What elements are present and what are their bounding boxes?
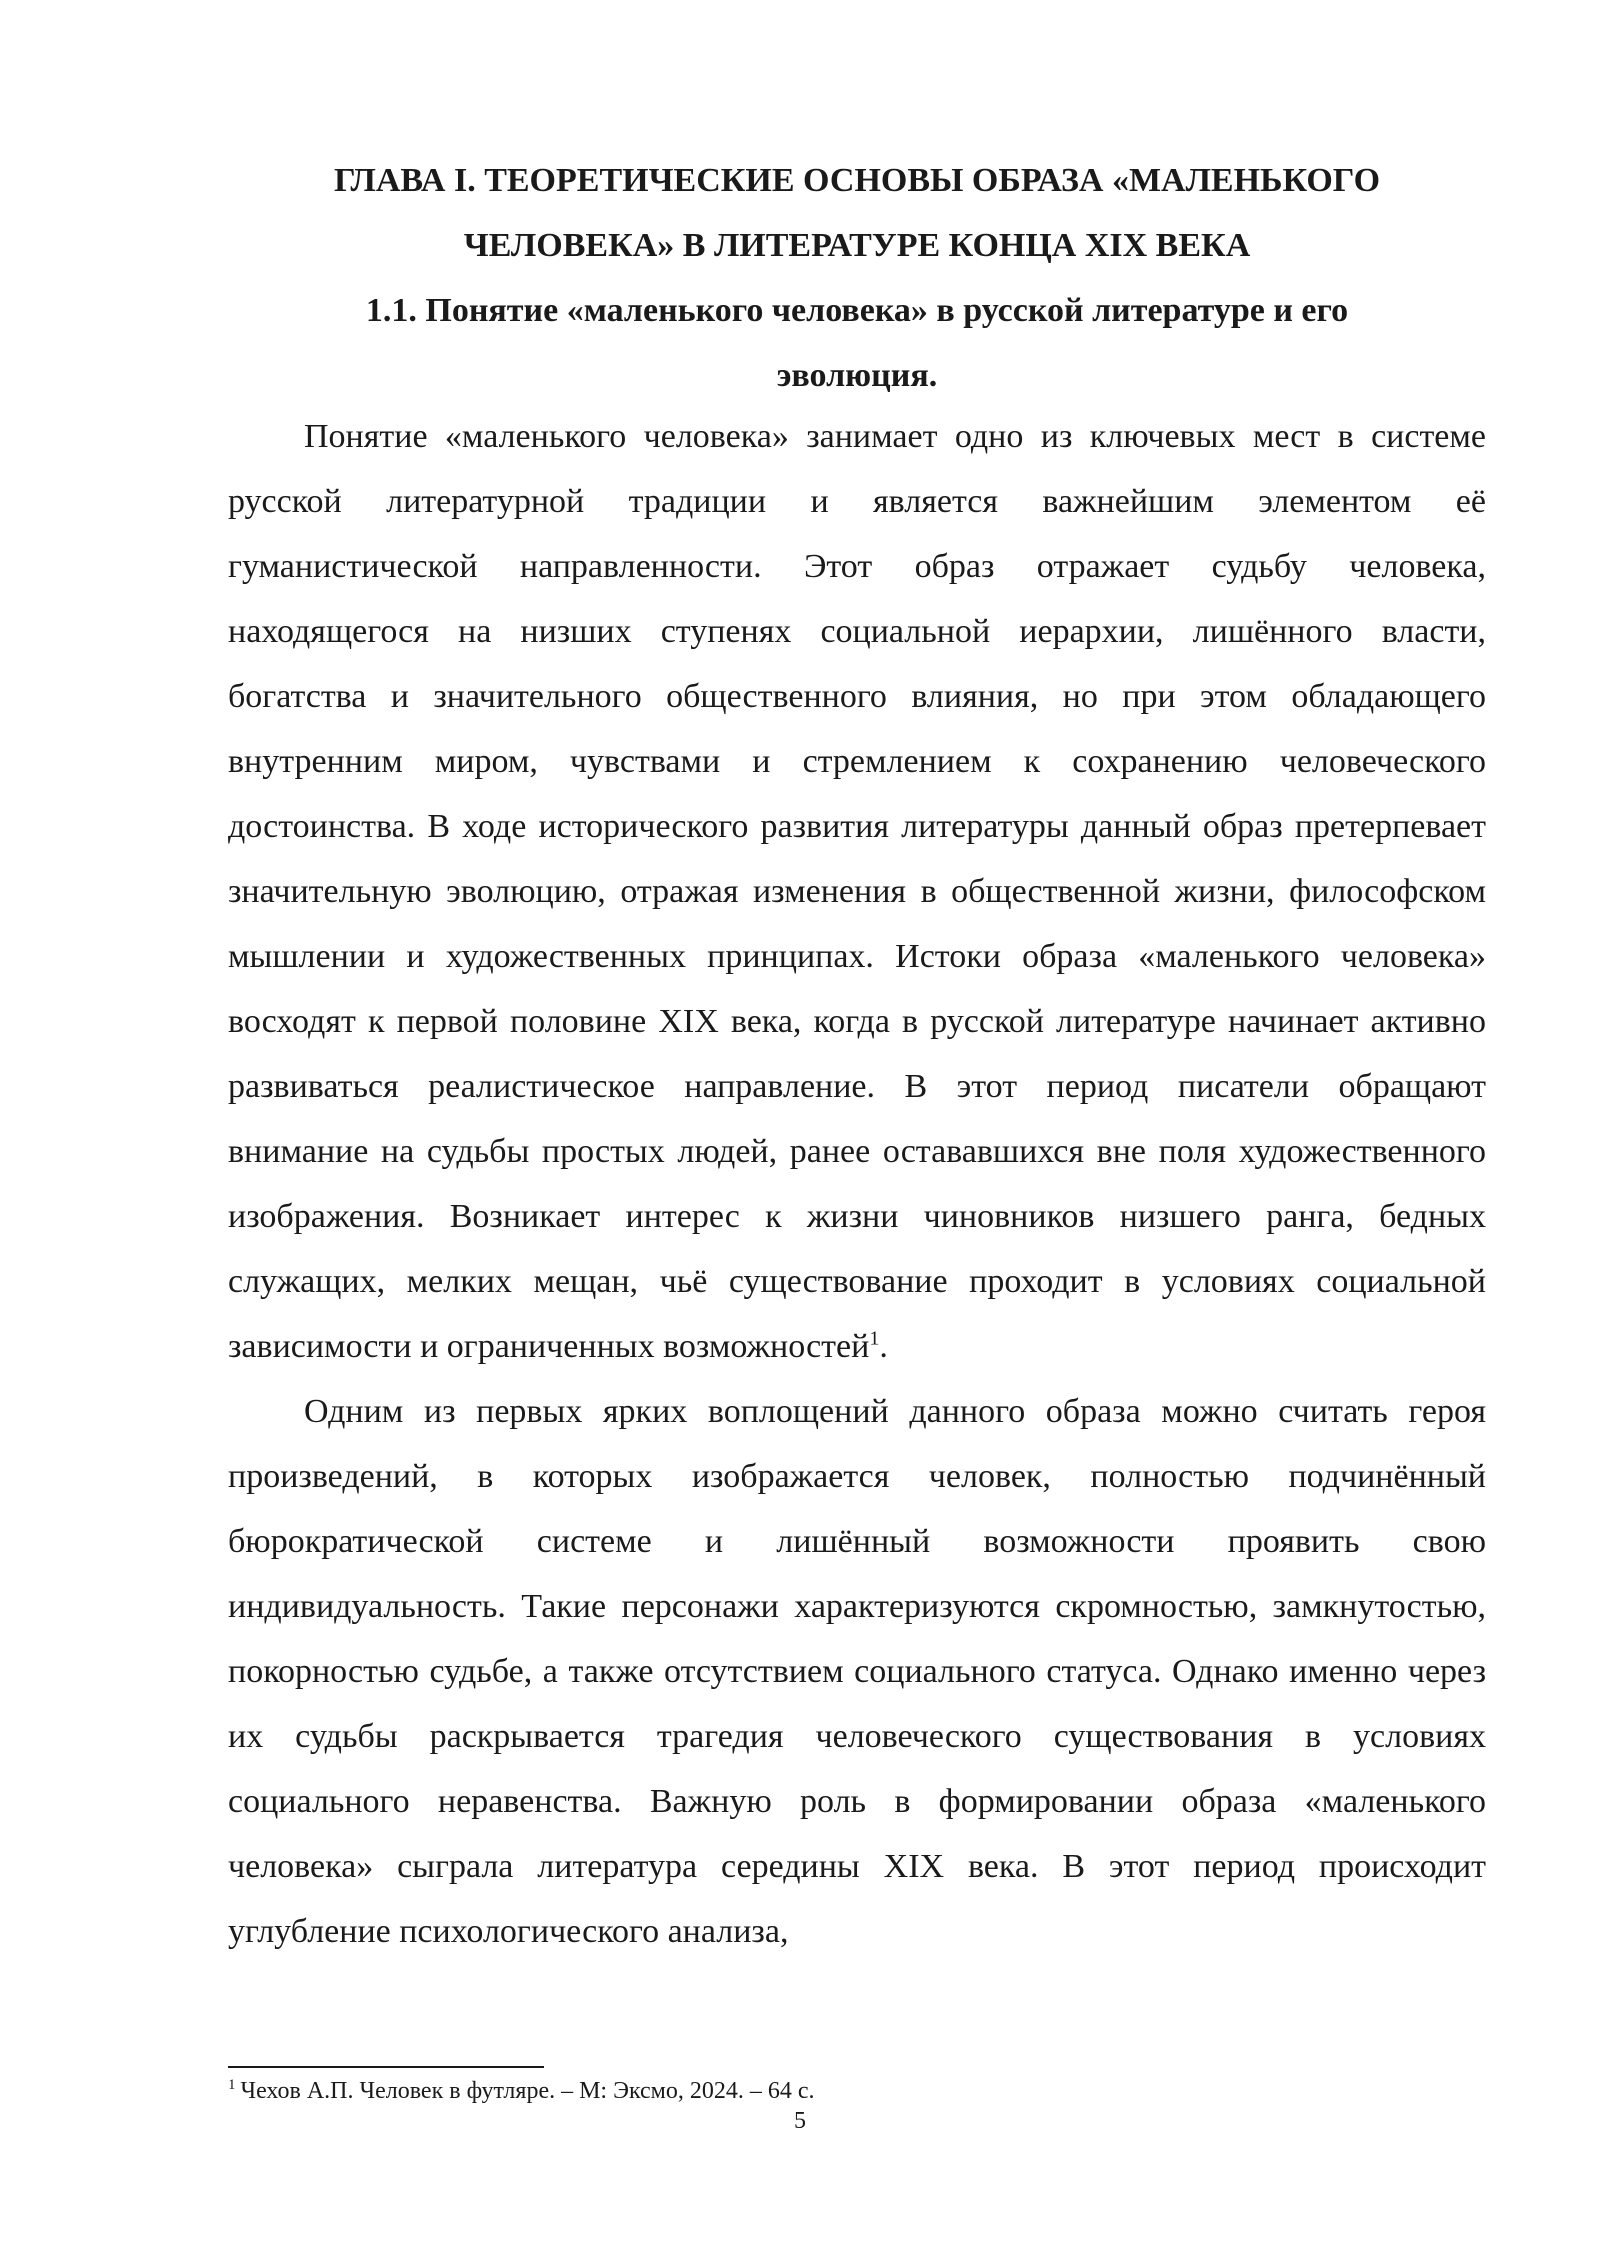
body-text	[228, 404, 1486, 1964]
section-title-line-1: 1.1. Понятие «маленького человека» в русской литературе и его	[365, 292, 1349, 329]
section-title	[228, 278, 1486, 408]
section-title-line-2: эволюция.	[776, 357, 938, 394]
paragraph-1-end: .	[879, 1328, 888, 1365]
paragraph-1-text: Понятие «маленького человека» занимает одно из ключевых мест в системе русской литературной традиции и является важнейшим элементом её гуманистической направленности. Этот образ отражает судьбу человека, находящегося на низших ступенях социальной иерархии, лишённого власти, богатства и значительного общественного влияния, но при этом обладающего внутренним миром, чувствами и стремлением к сохранению человеческого достоинства. В ходе исторического развития литературы данный образ претерпевает значительную эволюцию, отражая изменения в общественной жизни, философском мышлении и художественных принципах. Истоки образа «маленького человека» восходят к первой половине XIX века, когда в русской литературе начинает активно развиваться реалистическое направление. В этот период писатели обращают внимание на судьбы простых людей, ранее остававшихся вне поля художественного изображения. Возникает интерес к жизни чиновников низшего ранга, бедных служащих, мелких мещан, чьё существование проходит в условиях социальной зависимости и ограниченных возможностей	[228, 418, 1486, 1365]
paragraph-2	[228, 1379, 1486, 1964]
footnote	[228, 2076, 815, 2106]
chapter-title-line-2: ЧЕЛОВЕКА» В ЛИТЕРАТУРЕ КОНЦА XIX ВЕКА	[463, 227, 1251, 264]
footnote-text: Чехов А.П. Человек в футляре. – М: Эксмо, 2024. – 64 с.	[240, 2078, 815, 2104]
page-number: 5	[794, 2108, 806, 2134]
paragraph-2-text: Одним из первых ярких воплощений данного образа можно считать героя произведений, в которых изображается человек, полностью подчинённый бюрократической системе и лишённый возможности проявить свою индивидуальность. Такие персонажи характеризуются скромностью, замкнутостью, покорностью судьбе, а также отсутствием социального статуса. Однако именно через их судьбы раскрывается трагедия человеческого существования в условиях социального неравенства. Важную роль в формировании образа «маленького человека» сыграла литература середины XIX века. В этот период происходит углубление психологического анализа,	[228, 1393, 1486, 1950]
paragraph-1	[228, 404, 1486, 1379]
footnote-reference[interactable]: 1	[869, 1327, 880, 1350]
chapter-title	[228, 148, 1486, 278]
chapter-title-line-1: ГЛАВА I. ТЕОРЕТИЧЕСКИЕ ОСНОВЫ ОБРАЗА «МАЛЕНЬКОГО	[333, 162, 1381, 199]
footnote-separator	[228, 2066, 544, 2068]
footnote-number: 1	[228, 2077, 236, 2093]
